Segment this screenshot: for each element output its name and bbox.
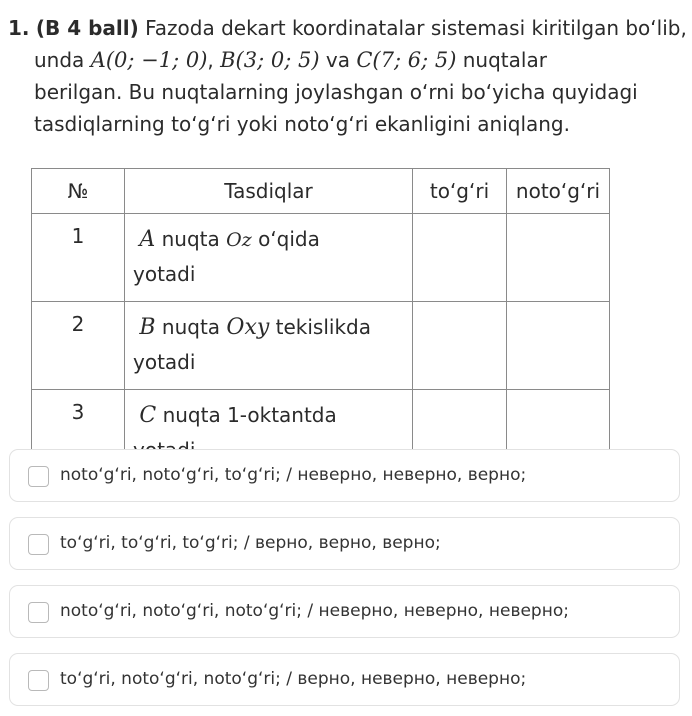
row-false-cell[interactable] <box>507 302 610 390</box>
point-b-math: B(3; 0; 5) <box>220 48 320 72</box>
table-row <box>32 214 610 302</box>
checkbox-icon[interactable] <box>28 670 49 691</box>
question-word-nuqtalar: nuqtalar <box>462 48 547 72</box>
question-number: 1. <box>8 16 30 40</box>
header-number: № <box>32 169 125 214</box>
statement-text-end: tekislikda <box>275 315 371 339</box>
header-false: noto‘g‘ri <box>507 169 610 214</box>
question-line-4: tasdiqlarning to‘g‘ri yoki noto‘g‘ri ekanligini aniqlang. <box>34 112 570 136</box>
answer-option-1[interactable] <box>9 449 680 502</box>
answer-option-label: noto‘g‘ri, noto‘g‘ri, to‘g‘ri; / неверно, неверно, верно; <box>60 465 527 485</box>
row-true-cell[interactable] <box>413 302 507 390</box>
question-points-badge: (B 4 ball) <box>35 16 139 40</box>
question-text <box>8 12 687 140</box>
row-false-cell[interactable] <box>507 214 610 302</box>
row-number: 1 <box>32 214 125 302</box>
statements-table <box>31 168 610 478</box>
answer-option-2[interactable] <box>9 517 680 570</box>
question-line-3: berilgan. Bu nuqtalarning joylashgan o‘rni bo‘yicha quyidagi <box>34 80 638 104</box>
table-row <box>32 302 610 390</box>
header-statements: Tasdiqlar <box>125 169 413 214</box>
statement-text: nuqta <box>161 227 220 251</box>
answer-option-3[interactable] <box>9 585 680 638</box>
point-letter: B <box>139 315 156 340</box>
table-header-row <box>32 169 610 214</box>
answer-option-label: to‘g‘ri, to‘g‘ri, to‘g‘ri; / верно, верно, верно; <box>60 533 441 553</box>
axis-name: Oz <box>226 229 252 251</box>
row-number: 3 <box>32 390 125 478</box>
question-line-2: unda A(0; −1; 0), B(3; 0; 5) va C(7; 6; 5) nuqtalar <box>34 48 547 72</box>
row-statement <box>125 214 413 302</box>
statement-text: nuqta <box>161 315 221 339</box>
checkbox-icon[interactable] <box>28 602 49 623</box>
statement-text-line2: yotadi <box>133 350 196 374</box>
point-letter: C <box>139 403 157 428</box>
statement-text: nuqta 1-oktantda <box>162 403 337 427</box>
header-true: to‘g‘ri <box>413 169 507 214</box>
row-number: 2 <box>32 302 125 390</box>
answer-option-label: to‘g‘ri, noto‘g‘ri, noto‘g‘ri; / верно, неверно, неверно; <box>60 669 527 689</box>
checkbox-icon[interactable] <box>28 534 49 555</box>
answer-option-4[interactable] <box>9 653 680 706</box>
question-word-unda: unda <box>34 48 85 72</box>
statement-text-end: o‘qida <box>258 227 320 251</box>
statement-text-line2: yotadi <box>133 262 196 286</box>
point-c-math: C(7; 6; 5) <box>356 48 457 72</box>
checkbox-icon[interactable] <box>28 466 49 487</box>
question-line-1 <box>8 12 687 44</box>
row-true-cell[interactable] <box>413 214 507 302</box>
question-line-1-text: Fazoda dekart koordinatalar sistemasi kiritilgan bo‘lib, <box>145 16 687 40</box>
question-word-va: va <box>325 48 350 72</box>
row-statement <box>125 302 413 390</box>
point-a-math: A(0; −1; 0) <box>90 48 208 72</box>
point-letter: A <box>139 227 156 252</box>
answer-option-label: noto‘g‘ri, noto‘g‘ri, noto‘g‘ri; / неверно, неверно, неверно; <box>60 601 569 621</box>
plane-name: Oxy <box>226 315 270 340</box>
